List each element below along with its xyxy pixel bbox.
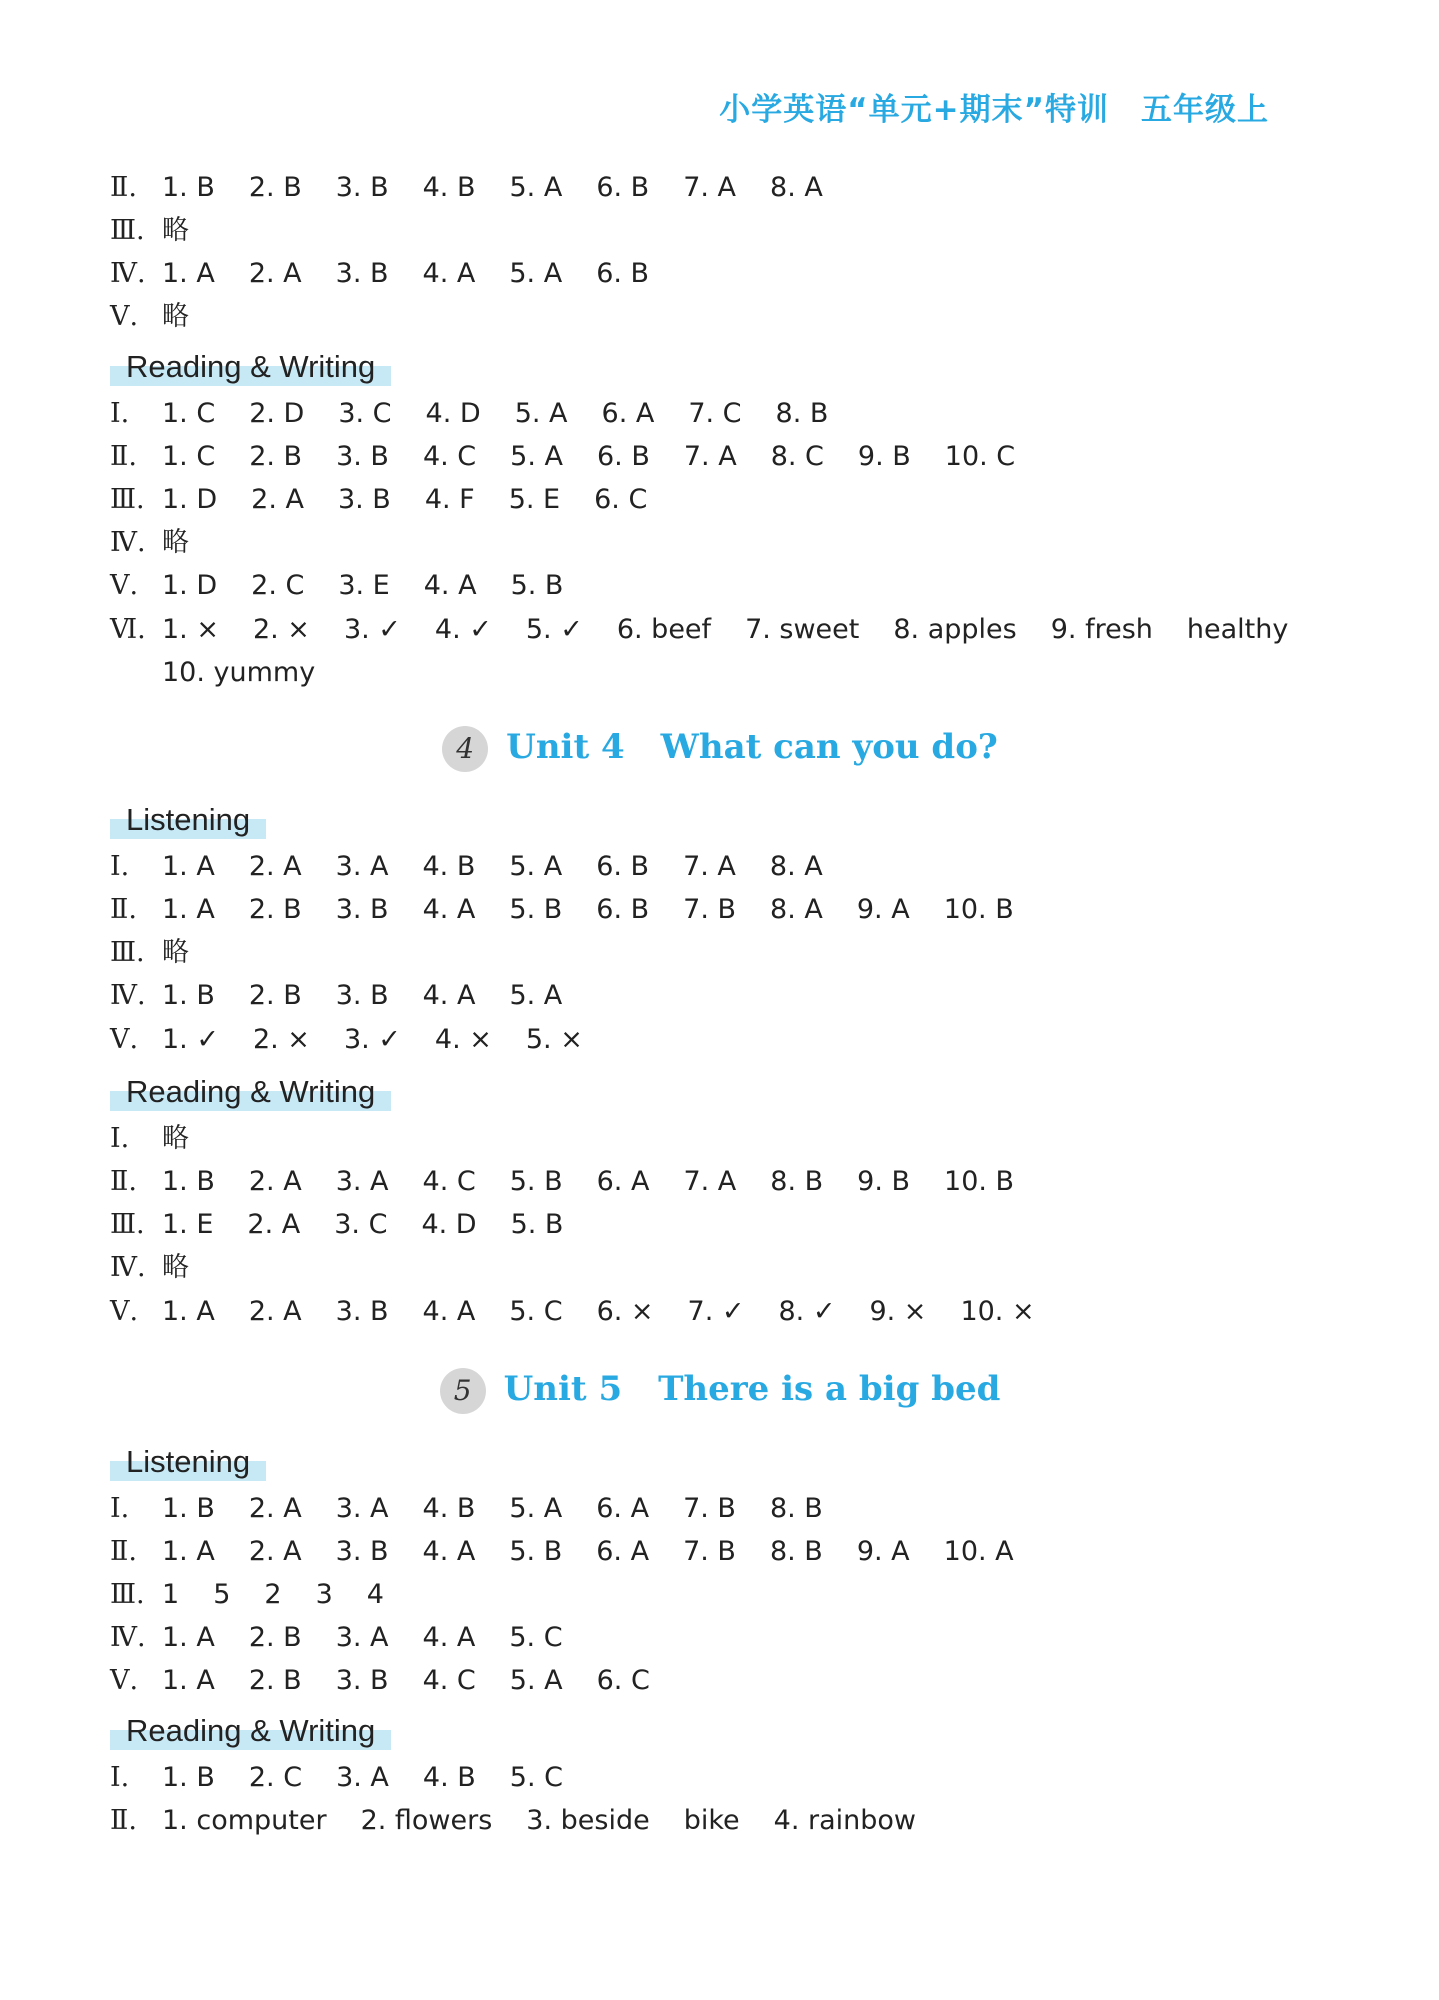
answer-item: 7. A bbox=[683, 441, 737, 472]
question-number: Ⅲ. bbox=[110, 1209, 145, 1240]
answer-item: 2. C bbox=[248, 1762, 303, 1793]
answer-item: 2. D bbox=[249, 398, 305, 429]
answer-item: 6. B bbox=[596, 851, 650, 882]
answer-item: 8. C bbox=[770, 441, 824, 472]
answer-item: 略 bbox=[162, 301, 189, 332]
answer-item: 4. C bbox=[422, 1166, 476, 1197]
section-label-reading-writing: Reading & Writing bbox=[110, 1712, 391, 1750]
answer-item: 8. A bbox=[770, 894, 823, 925]
answer-item: 2. A bbox=[248, 1493, 302, 1524]
answer-line bbox=[110, 392, 1330, 435]
answer-item: 10. C bbox=[944, 441, 1016, 472]
answer-item: 5. C bbox=[509, 1762, 563, 1793]
answer-item: 5. A bbox=[514, 398, 568, 429]
question-number: Ⅱ. bbox=[110, 1166, 137, 1197]
question-number: Ⅱ. bbox=[110, 441, 137, 472]
answer-item: 3. B bbox=[335, 258, 389, 289]
answer-item: 2. A bbox=[247, 1209, 301, 1240]
question-number: Ⅰ. bbox=[110, 1762, 130, 1793]
question-number: Ⅳ. bbox=[110, 1622, 146, 1653]
answer-item: 2. B bbox=[248, 894, 302, 925]
answer-line bbox=[110, 209, 1330, 252]
answer-line bbox=[110, 1530, 1330, 1573]
answer-item: 1 bbox=[162, 1579, 180, 1610]
answer-item: 1. A bbox=[162, 1622, 215, 1653]
answer-item: 5 bbox=[213, 1579, 231, 1610]
answer-item: 8. B bbox=[769, 1536, 823, 1567]
question-number: Ⅴ. bbox=[110, 1296, 139, 1327]
question-number: Ⅴ. bbox=[110, 1024, 139, 1055]
answer-item: 1. × bbox=[162, 614, 219, 645]
unit-title: What can you do? bbox=[660, 727, 998, 767]
answer-item: 3. B bbox=[335, 980, 389, 1011]
answer-line bbox=[110, 166, 1330, 209]
answer-item: 4. A bbox=[423, 570, 477, 601]
answer-continuation: 10. yummy bbox=[162, 657, 316, 688]
answer-item: 2. B bbox=[248, 172, 302, 203]
answer-item: 1. B bbox=[162, 980, 215, 1011]
answer-item: 5. B bbox=[509, 894, 563, 925]
question-number: Ⅳ. bbox=[110, 1252, 146, 1283]
answer-item: 4. C bbox=[422, 441, 477, 472]
question-number: Ⅴ. bbox=[110, 570, 139, 601]
answer-item: 5. A bbox=[510, 441, 563, 472]
answer-item: 3. B bbox=[337, 484, 391, 515]
answer-item: 5. E bbox=[508, 484, 561, 515]
answer-item: 4. rainbow bbox=[773, 1805, 916, 1836]
answer-item: 9. B bbox=[857, 441, 911, 472]
answer-item: 5. B bbox=[509, 1536, 563, 1567]
answer-item: 1. B bbox=[162, 1762, 215, 1793]
answer-item: 1. B bbox=[162, 172, 215, 203]
answer-item: 2. B bbox=[248, 980, 302, 1011]
answer-line bbox=[110, 931, 1330, 974]
answer-line bbox=[110, 1487, 1330, 1530]
answer-item: 8. ✓ bbox=[778, 1296, 836, 1327]
answer-item: 5. × bbox=[525, 1024, 583, 1055]
answer-item: 5. C bbox=[509, 1296, 563, 1327]
answer-item: 9. B bbox=[857, 1166, 911, 1197]
answer-item: 3. C bbox=[334, 1209, 388, 1240]
answer-item: 6. C bbox=[596, 1665, 650, 1696]
answer-key-content bbox=[110, 166, 1330, 1842]
question-number: Ⅱ. bbox=[110, 172, 137, 203]
answer-item: 1. C bbox=[162, 441, 216, 472]
answer-item: 5. B bbox=[510, 1209, 564, 1240]
answer-item: 1. A bbox=[162, 894, 215, 925]
answer-item: 3. A bbox=[336, 1762, 389, 1793]
answer-item: 6. A bbox=[601, 398, 655, 429]
answer-item: 1. A bbox=[162, 1296, 215, 1327]
answer-line bbox=[110, 974, 1330, 1017]
answer-item: 7. A bbox=[683, 1166, 737, 1197]
answer-item: 6. B bbox=[596, 441, 650, 472]
answer-item: 7. B bbox=[683, 894, 737, 925]
question-number: Ⅲ. bbox=[110, 937, 145, 968]
answer-item: 3. E bbox=[338, 570, 390, 601]
answer-block bbox=[110, 845, 1330, 1063]
answer-item: 6. B bbox=[596, 172, 650, 203]
question-number: Ⅲ. bbox=[110, 1579, 145, 1610]
answer-item: 6. B bbox=[596, 258, 650, 289]
answer-line bbox=[110, 1203, 1330, 1246]
answer-item: 8. B bbox=[769, 1493, 823, 1524]
unit-label: Unit 4 bbox=[506, 727, 625, 767]
answer-block bbox=[110, 166, 1330, 338]
answer-item: 5. C bbox=[509, 1622, 563, 1653]
answer-item: 9. fresh bbox=[1050, 614, 1153, 645]
answer-item: 略 bbox=[162, 527, 189, 558]
question-number: Ⅱ. bbox=[110, 894, 137, 925]
answer-item: 5. B bbox=[509, 1166, 563, 1197]
answer-item: 4. B bbox=[422, 851, 476, 882]
question-number: Ⅲ. bbox=[110, 215, 145, 246]
answer-line bbox=[110, 1573, 1330, 1616]
answer-item: 2. B bbox=[249, 441, 303, 472]
answer-line bbox=[110, 521, 1330, 564]
answer-item: 3. ✓ bbox=[343, 614, 401, 645]
answer-item: 4. D bbox=[425, 398, 481, 429]
answer-item: 4. A bbox=[422, 980, 476, 1011]
answer-item: 略 bbox=[162, 1252, 189, 1283]
section-label-reading-writing: Reading & Writing bbox=[110, 1073, 391, 1111]
answer-item: 5. A bbox=[509, 851, 563, 882]
question-number: Ⅱ. bbox=[110, 1536, 137, 1567]
answer-item: 4. B bbox=[422, 1493, 476, 1524]
answer-item: 4. F bbox=[424, 484, 475, 515]
answer-item: 10. × bbox=[960, 1296, 1035, 1327]
answer-item: 2. A bbox=[248, 1166, 302, 1197]
answer-item: 9. A bbox=[856, 1536, 910, 1567]
answer-item: 1. A bbox=[162, 1536, 215, 1567]
question-number: Ⅱ. bbox=[110, 1805, 137, 1836]
unit-number-badge: 5 bbox=[440, 1368, 486, 1414]
answer-item: 略 bbox=[162, 937, 189, 968]
answer-item: 6. C bbox=[594, 484, 648, 515]
answer-item: 1. ✓ bbox=[162, 1024, 219, 1055]
answer-item: 1. D bbox=[162, 484, 218, 515]
answer-item: 1. A bbox=[162, 851, 215, 882]
answer-item: 3. B bbox=[335, 1296, 389, 1327]
unit-number-badge: 4 bbox=[442, 726, 488, 772]
answer-item: 2 bbox=[264, 1579, 282, 1610]
question-number: Ⅰ. bbox=[110, 851, 130, 882]
answer-item: 8. A bbox=[770, 172, 823, 203]
answer-item: 2. × bbox=[252, 1024, 310, 1055]
answer-item: 4. A bbox=[422, 894, 476, 925]
unit-label: Unit 5 bbox=[503, 1369, 623, 1409]
answer-item: 10. A bbox=[943, 1536, 1014, 1567]
answer-item: 8. B bbox=[775, 398, 829, 429]
answer-item: 7. A bbox=[683, 851, 736, 882]
answer-line bbox=[110, 888, 1330, 931]
answer-item: 10. B bbox=[944, 1166, 1015, 1197]
answer-item: 略 bbox=[162, 1123, 189, 1154]
answer-line bbox=[110, 252, 1330, 295]
answer-item: 5. ✓ bbox=[525, 614, 583, 645]
answer-item: 4. A bbox=[422, 1622, 476, 1653]
answer-line bbox=[110, 1160, 1330, 1203]
answer-item: 1. B bbox=[162, 1166, 215, 1197]
answer-item: 3. A bbox=[335, 851, 389, 882]
answer-line bbox=[110, 564, 1330, 607]
question-number: Ⅲ. bbox=[110, 484, 145, 515]
answer-block bbox=[110, 1756, 1330, 1842]
answer-item: 4. B bbox=[422, 172, 476, 203]
answer-item: 3. C bbox=[338, 398, 392, 429]
answer-item: 3. B bbox=[335, 1536, 389, 1567]
answer-item: 3. B bbox=[335, 894, 389, 925]
answer-item: 3. B bbox=[336, 441, 389, 472]
question-number: Ⅰ. bbox=[110, 1493, 130, 1524]
answer-item: 9. × bbox=[869, 1296, 927, 1327]
answer-item: 略 bbox=[162, 215, 189, 246]
answer-line bbox=[110, 435, 1330, 478]
answer-item: 2. A bbox=[251, 484, 304, 515]
answer-item: 8. A bbox=[769, 851, 823, 882]
answer-item: 2. A bbox=[248, 851, 302, 882]
question-number: Ⅳ. bbox=[110, 980, 146, 1011]
answer-item: 2. × bbox=[252, 614, 310, 645]
answer-item: 6. × bbox=[596, 1296, 654, 1327]
answer-item: 2. A bbox=[248, 1296, 302, 1327]
answer-block bbox=[110, 1487, 1330, 1702]
answer-item: 1. B bbox=[162, 1493, 215, 1524]
answer-item: 5. A bbox=[509, 1665, 563, 1696]
answer-item: 6. beef bbox=[616, 614, 712, 645]
section-label-listening: Listening bbox=[110, 801, 266, 839]
answer-item: 3 bbox=[315, 1579, 333, 1610]
question-number: Ⅳ. bbox=[110, 527, 146, 558]
answer-item: 7. C bbox=[688, 398, 742, 429]
page-header-title: 小学英语“单元+期末”特训 五年级上 bbox=[719, 92, 1269, 128]
answer-item: 7. ✓ bbox=[687, 1296, 745, 1327]
answer-line bbox=[110, 1659, 1330, 1702]
answer-item: 2. C bbox=[251, 570, 305, 601]
answer-line bbox=[110, 478, 1330, 521]
answer-line bbox=[110, 845, 1330, 888]
answer-item: 4. A bbox=[422, 258, 476, 289]
answer-item: 7. A bbox=[683, 172, 737, 203]
question-number: Ⅳ. bbox=[110, 258, 146, 289]
section-label-reading-writing: Reading & Writing bbox=[110, 348, 391, 386]
answer-item: 1. A bbox=[162, 1665, 215, 1696]
answer-item: 1. A bbox=[162, 258, 215, 289]
answer-item: 2. B bbox=[248, 1622, 302, 1653]
question-number: Ⅴ. bbox=[110, 301, 139, 332]
answer-item: 3. beside bbox=[526, 1805, 650, 1836]
answer-line bbox=[110, 1246, 1330, 1289]
answer-line bbox=[110, 607, 1330, 653]
answer-item: 5. B bbox=[510, 570, 564, 601]
answer-item: 4. B bbox=[422, 1762, 476, 1793]
question-number: Ⅰ. bbox=[110, 1123, 130, 1154]
section-label-listening: Listening bbox=[110, 1443, 266, 1481]
answer-line bbox=[110, 1289, 1330, 1335]
answer-item: 3. B bbox=[335, 1665, 389, 1696]
unit-title: There is a big bed bbox=[658, 1369, 1001, 1409]
question-number: Ⅵ. bbox=[110, 614, 146, 645]
answer-item: 4. × bbox=[434, 1024, 492, 1055]
answer-item: 4. A bbox=[422, 1296, 476, 1327]
answer-item: 6. A bbox=[596, 1536, 650, 1567]
answer-item: 6. B bbox=[596, 894, 650, 925]
answer-item: 3. B bbox=[335, 172, 389, 203]
answer-item: 5. A bbox=[509, 172, 563, 203]
answer-item: 5. A bbox=[509, 1493, 563, 1524]
answer-item: 9. A bbox=[856, 894, 910, 925]
answer-item: 2. A bbox=[248, 258, 302, 289]
answer-item: 6. A bbox=[596, 1493, 650, 1524]
answer-block bbox=[110, 1117, 1330, 1335]
answer-item: 3. ✓ bbox=[343, 1024, 401, 1055]
answer-item: 2. B bbox=[248, 1665, 302, 1696]
answer-line bbox=[110, 295, 1330, 338]
answer-line bbox=[110, 1799, 1330, 1842]
answer-item: healthy bbox=[1186, 614, 1289, 645]
answer-line bbox=[110, 1017, 1330, 1063]
answer-line bbox=[110, 1117, 1330, 1160]
answer-item: 4 bbox=[366, 1579, 384, 1610]
answer-item: 1. D bbox=[162, 570, 218, 601]
answer-item: 4. ✓ bbox=[434, 614, 492, 645]
answer-line bbox=[110, 1616, 1330, 1659]
answer-item: 2. A bbox=[248, 1536, 302, 1567]
answer-block bbox=[110, 392, 1330, 653]
answer-item: 3. A bbox=[335, 1166, 389, 1197]
answer-item: 10. B bbox=[943, 894, 1014, 925]
answer-item: 5. A bbox=[509, 258, 563, 289]
answer-item: 4. D bbox=[421, 1209, 477, 1240]
answer-item: 2. flowers bbox=[360, 1805, 493, 1836]
unit-heading bbox=[110, 1363, 1330, 1415]
answer-item: 7. sweet bbox=[745, 614, 860, 645]
answer-item: 8. apples bbox=[893, 614, 1017, 645]
unit-heading bbox=[110, 721, 1330, 773]
answer-item: 6. A bbox=[596, 1166, 650, 1197]
answer-item: 1. C bbox=[162, 398, 216, 429]
answer-item: 4. C bbox=[422, 1665, 476, 1696]
answer-item: 7. B bbox=[683, 1536, 736, 1567]
answer-item: 3. A bbox=[335, 1493, 389, 1524]
answer-item: 3. A bbox=[335, 1622, 389, 1653]
answer-item: 1. E bbox=[162, 1209, 214, 1240]
answer-item: 5. A bbox=[509, 980, 563, 1011]
answer-item: 1. computer bbox=[162, 1805, 327, 1836]
question-number: Ⅰ. bbox=[110, 398, 130, 429]
answer-item: 7. B bbox=[683, 1493, 736, 1524]
answer-item: 4. A bbox=[422, 1536, 476, 1567]
answer-item: 8. B bbox=[770, 1166, 824, 1197]
answer-line bbox=[110, 1756, 1330, 1799]
question-number: Ⅴ. bbox=[110, 1665, 139, 1696]
answer-item: bike bbox=[683, 1805, 740, 1836]
